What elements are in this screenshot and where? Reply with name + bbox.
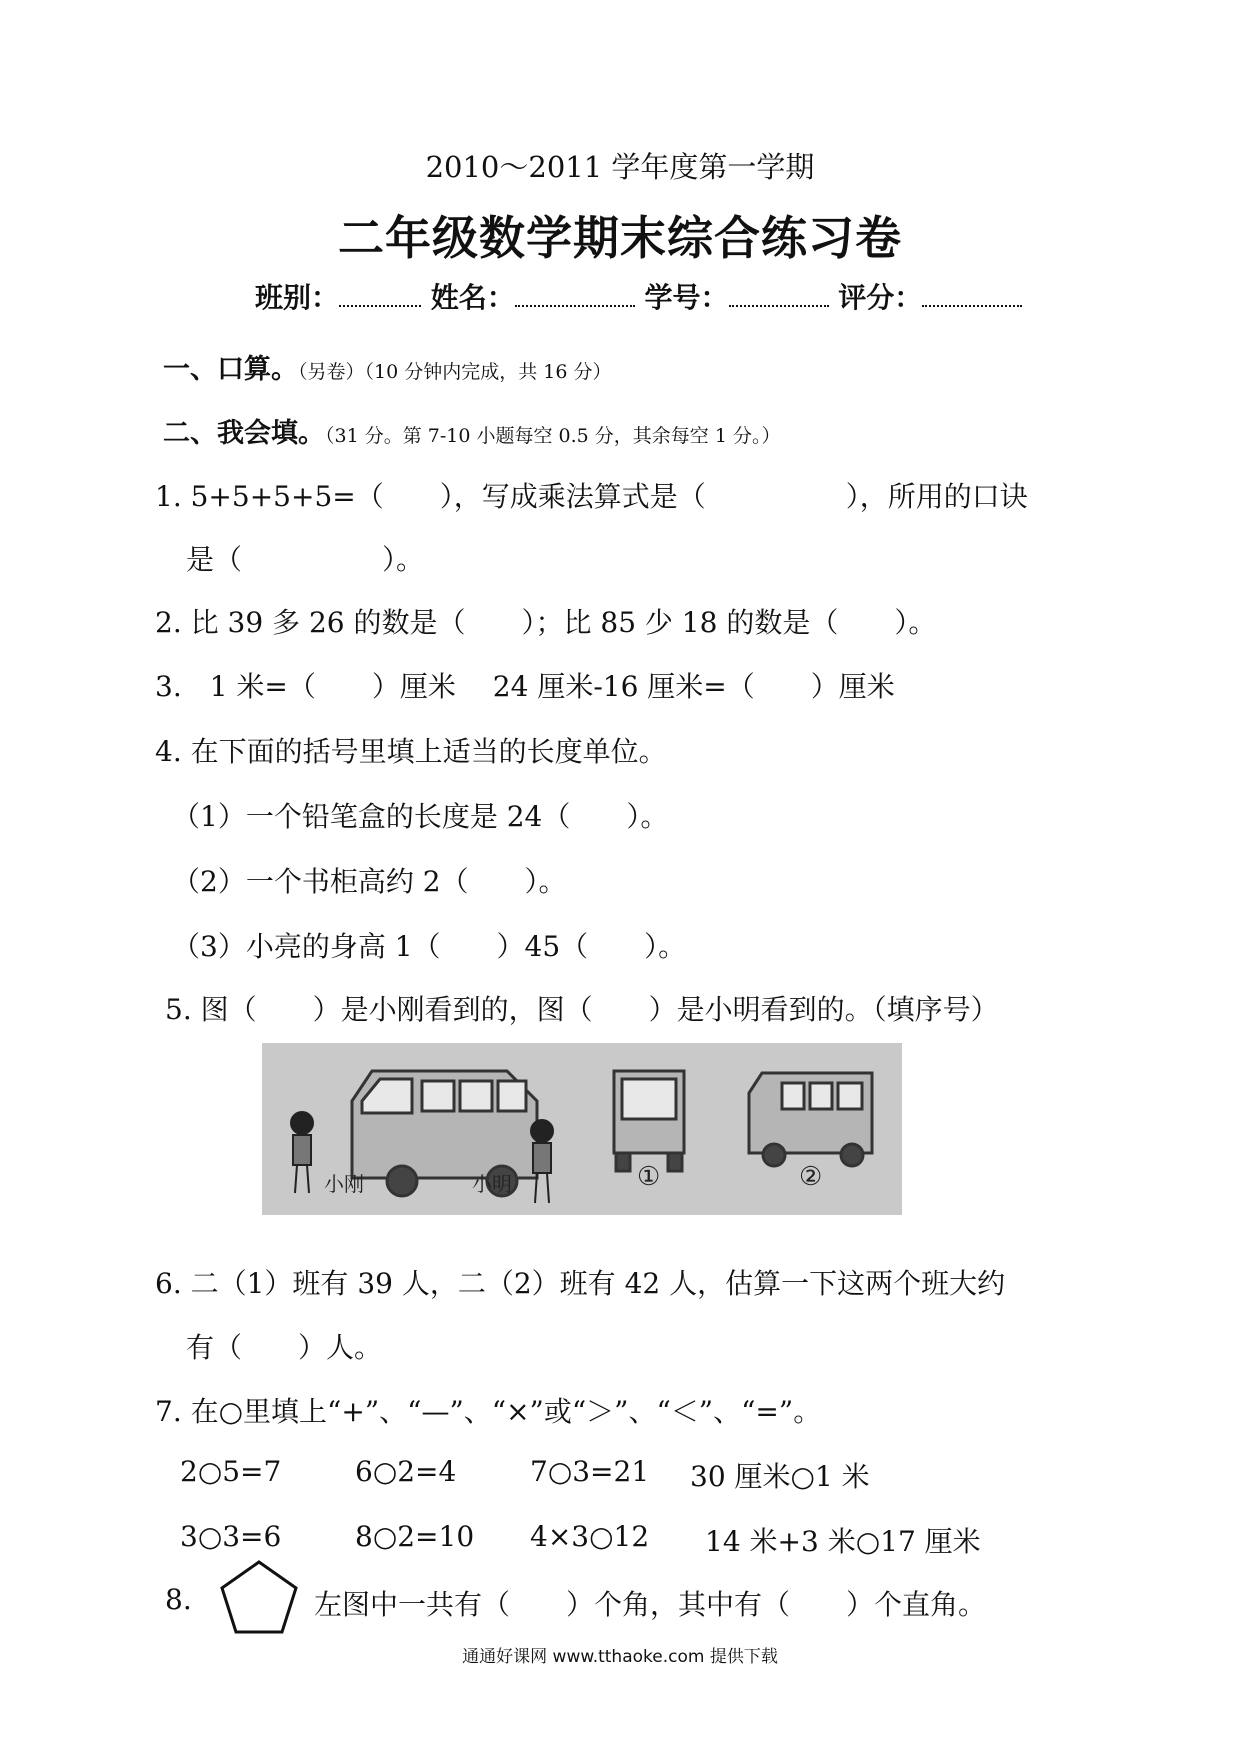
question-4: 4. 在下面的括号里填上适当的长度单位。 [155, 735, 667, 768]
question-7: 7. 在○里填上“+”、“—”、“×”或“＞”、“＜”、“=”。 [155, 1395, 822, 1428]
question-4-3: （3）小亮的身高 1（ ）45（ ）。 [172, 930, 687, 963]
q7-row1-item3: 7○3=21 [530, 1455, 650, 1488]
score-blank[interactable] [922, 277, 1022, 307]
bus-side-view-image [749, 1073, 872, 1166]
question-4-1: （1）一个铅笔盒的长度是 24（ ）。 [172, 800, 669, 833]
bus-views-figure [262, 1043, 902, 1215]
label-option-2: ② [799, 1162, 823, 1192]
section-2-note: （31 分。第 7-10 小题每空 0.5 分，其余每空 1 分。） [325, 425, 781, 447]
student-id-blank[interactable] [729, 277, 829, 307]
question-3: 3. 1 米=（ ）厘米 24 厘米-16 厘米=（ ）厘米 [155, 670, 895, 703]
question-1-line-2: 是（ ）。 [186, 543, 425, 576]
bus-illustration [262, 1043, 902, 1215]
question-8-text: 左图中一共有（ ）个角，其中有（ ）个直角。 [314, 1588, 987, 1621]
q7-row2-item1: 3○3=6 [180, 1520, 282, 1553]
bus-front-view-image [614, 1071, 684, 1171]
name-label: 姓名： [430, 281, 515, 314]
q7-row2-item4: 14 米+3 米○17 厘米 [705, 1525, 981, 1558]
exam-subtitle: 2010～2011 学年度第一学期 [425, 150, 815, 184]
section-1-label: 一、口算。 [163, 354, 298, 385]
question-6-line-1: 6. 二（1）班有 39 人，二（2）班有 42 人，估算一下这两个班大约 [155, 1267, 1006, 1300]
pentagon-shape [218, 1558, 300, 1636]
student-id-label: 学号： [644, 281, 729, 314]
q7-row1-item2: 6○2=4 [355, 1455, 457, 1488]
score-label: 评分： [838, 281, 923, 314]
class-label: 班别： [255, 281, 340, 314]
question-8-number: 8. [165, 1583, 192, 1616]
boy-xiaogang-image [291, 1112, 313, 1193]
section-1-note: （另卷）（10 分钟内完成，共 16 分） [298, 361, 612, 383]
question-1-line-1: 1. 5+5+5+5=（ ），写成乘法算式是（ ），所用的口诀 [155, 480, 1028, 513]
boy-xiaoming-image [531, 1120, 553, 1203]
name-blank[interactable] [515, 277, 635, 307]
label-xiaoming: 小明 [472, 1172, 512, 1196]
q7-row1-item4: 30 厘米○1 米 [690, 1460, 870, 1493]
q7-row2-item2: 8○2=10 [355, 1520, 475, 1553]
question-2: 2. 比 39 多 26 的数是（ ）；比 85 少 18 的数是（ ）。 [155, 606, 937, 639]
footer-source: 通通好课网 www.tthaoke.com 提供下载 [462, 1647, 778, 1667]
class-blank[interactable] [339, 277, 421, 307]
exam-title: 二年级数学期末综合练习卷 [338, 211, 902, 265]
q7-row2-item3: 4×3○12 [530, 1520, 650, 1553]
q7-row1-item1: 2○5=7 [180, 1455, 282, 1488]
section-1-heading [163, 347, 611, 386]
question-6-line-2: 有（ ）人。 [186, 1331, 383, 1364]
section-2-heading [163, 411, 780, 450]
student-info-row [255, 276, 1022, 316]
question-4-2: （2）一个书柜高约 2（ ）。 [172, 865, 567, 898]
question-5: 5. 图（ ）是小刚看到的，图（ ）是小明看到的。（填序号） [165, 993, 999, 1026]
label-option-1: ① [637, 1162, 661, 1192]
label-xiaogang: 小刚 [324, 1172, 364, 1196]
section-2-label: 二、我会填。 [163, 418, 325, 449]
